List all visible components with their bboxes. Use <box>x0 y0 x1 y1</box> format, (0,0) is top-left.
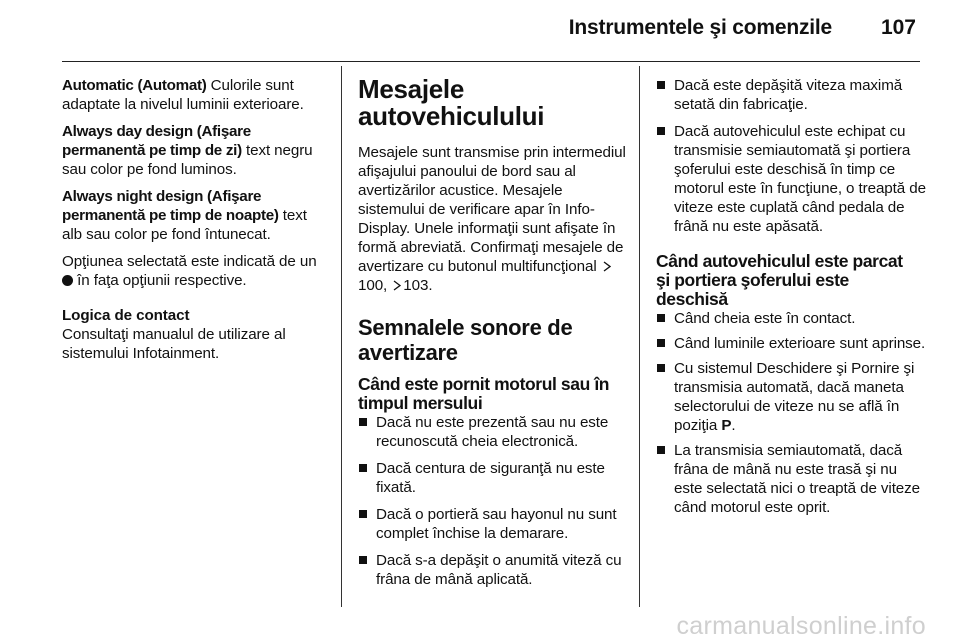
list-item <box>656 441 926 517</box>
text-automatic: Culorile sunt adaptate la nivelul luminii exterioare. <box>62 77 304 113</box>
paragraph-automatic <box>62 76 324 114</box>
column-middle <box>358 76 628 597</box>
list-item-text: Dacă o portieră sau hayonul nu sunt complet închise la demarare. <box>376 506 617 542</box>
heading-line: Mesajele <box>358 74 465 104</box>
square-bullet-icon <box>359 556 367 564</box>
square-bullet-icon <box>359 418 367 426</box>
header-rule <box>62 61 920 62</box>
paragraph-night-design <box>62 187 324 244</box>
bullet-list-continued <box>656 76 926 236</box>
text-messages-intro: Mesajele sunt transmise prin intermediul afişajului panoului de bord sau al avertizărilor acustice. Mesajele sistemului de verificare apar în Info-Display. Unele informaţii sunt afişate în formă abreviată. Confirmaţi mesajele de avertizare cu butonul multifuncţional <box>358 144 626 275</box>
heading-warning-chimes <box>358 315 628 365</box>
text-option-before: Opţiunea selectată este indicată de un <box>62 253 317 270</box>
paragraph-contact-logic: Consultaţi manualul de utilizare al sistemului Infotainment. <box>62 326 286 362</box>
subheading-contact-logic: Logica de contact <box>62 307 190 324</box>
page-reference-icon <box>603 261 611 272</box>
column-right <box>656 76 926 523</box>
list-item <box>358 505 628 543</box>
column-divider <box>341 66 342 607</box>
list-item-text: Dacă s-a depăşit o anumită viteză cu frâna de mână aplicată. <box>376 552 622 588</box>
list-item <box>358 459 628 497</box>
page-header-title: Instrumentele şi comenzile <box>568 16 832 39</box>
list-item-text: Când cheia este în contact. <box>674 310 856 327</box>
term-automatic: Automatic (Automat) <box>62 77 207 94</box>
heading-line: avertizare <box>358 340 458 365</box>
list-item <box>656 334 926 353</box>
list-item <box>656 359 926 435</box>
heading-line: Semnalele sonore de <box>358 315 573 340</box>
ref-separator: , <box>383 277 392 294</box>
paragraph-messages-intro <box>358 143 628 295</box>
subheading-parked-door-open <box>656 252 926 309</box>
list-item <box>358 413 628 451</box>
heading-line: deschisă <box>656 289 728 309</box>
heading-line: timpul mersului <box>358 393 483 413</box>
heading-line: Când este pornit motorul sau în <box>358 374 610 394</box>
square-bullet-icon <box>657 81 665 89</box>
list-item-text: Cu sistemul Deschidere şi Pornire şi transmisia automată, dacă maneta selectorului de viteze nu se află în poziţia <box>674 360 915 434</box>
list-item <box>358 551 628 589</box>
list-item <box>656 309 926 328</box>
selected-dot-icon <box>62 275 73 286</box>
subheading-engine-running <box>358 375 628 413</box>
page-reference-icon <box>393 280 401 291</box>
square-bullet-icon <box>359 510 367 518</box>
text-day-design: text negru sau color pe fond luminos. <box>62 142 313 178</box>
term-day-design: Always day design (Afişare permanentă pe timp de zi) <box>62 123 251 159</box>
bullet-list-parked <box>656 309 926 517</box>
column-left <box>62 76 324 371</box>
list-item-text: Dacă autovehiculul este echipat cu transmisie semiautomată şi portiera şoferului este deschisă în timp ce motorul este în funcţiune, o treaptă de viteze este cuplată când pedala de frână nu este apăsată. <box>674 123 926 235</box>
column-divider <box>639 66 640 607</box>
page-ref-100[interactable]: 100 <box>358 277 384 294</box>
square-bullet-icon <box>657 314 665 322</box>
list-item-text: Dacă centura de siguranţă nu este fixată. <box>376 460 605 496</box>
square-bullet-icon <box>657 127 665 135</box>
text-end: . <box>731 417 736 434</box>
bullet-list-engine-running <box>358 413 628 589</box>
page-ref-103[interactable]: 103 <box>403 277 429 294</box>
list-item <box>656 76 926 114</box>
gear-position-letter: P <box>721 417 732 434</box>
list-item-text: La transmisia semiautomată, dacă frâna de mână nu este trasă şi nu este selectată nici o treaptă de viteze când motorul este oprit. <box>674 442 920 516</box>
page-number: 107 <box>880 16 916 39</box>
heading-line: şi portiera şoferului este <box>656 270 849 290</box>
ref-end: . <box>428 277 433 294</box>
paragraph-day-design <box>62 122 324 179</box>
list-item-text: Când luminile exterioare sunt aprinse. <box>674 335 926 352</box>
text-night-design: text alb sau color pe fond întunecat. <box>62 207 307 243</box>
square-bullet-icon <box>657 364 665 372</box>
heading-vehicle-messages <box>358 76 628 130</box>
square-bullet-icon <box>657 339 665 347</box>
term-night-design: Always night design (Afişare permanentă pe timp de noapte) <box>62 188 279 224</box>
list-item-text: Dacă este depăşită viteza maximă setată din fabricaţie. <box>674 77 903 113</box>
square-bullet-icon <box>657 446 665 454</box>
paragraph-option-indicator <box>62 252 324 290</box>
text-option-after: în faţa opţiunii respective. <box>73 272 247 289</box>
list-item-text: Dacă nu este prezentă sau nu este recunoscută cheia electronică. <box>376 414 609 450</box>
list-item <box>656 122 926 236</box>
square-bullet-icon <box>359 464 367 472</box>
heading-line: Când autovehiculul este parcat <box>656 251 903 271</box>
heading-line: autovehiculului <box>358 101 545 131</box>
watermark: carmanualsonline.info <box>676 612 926 640</box>
